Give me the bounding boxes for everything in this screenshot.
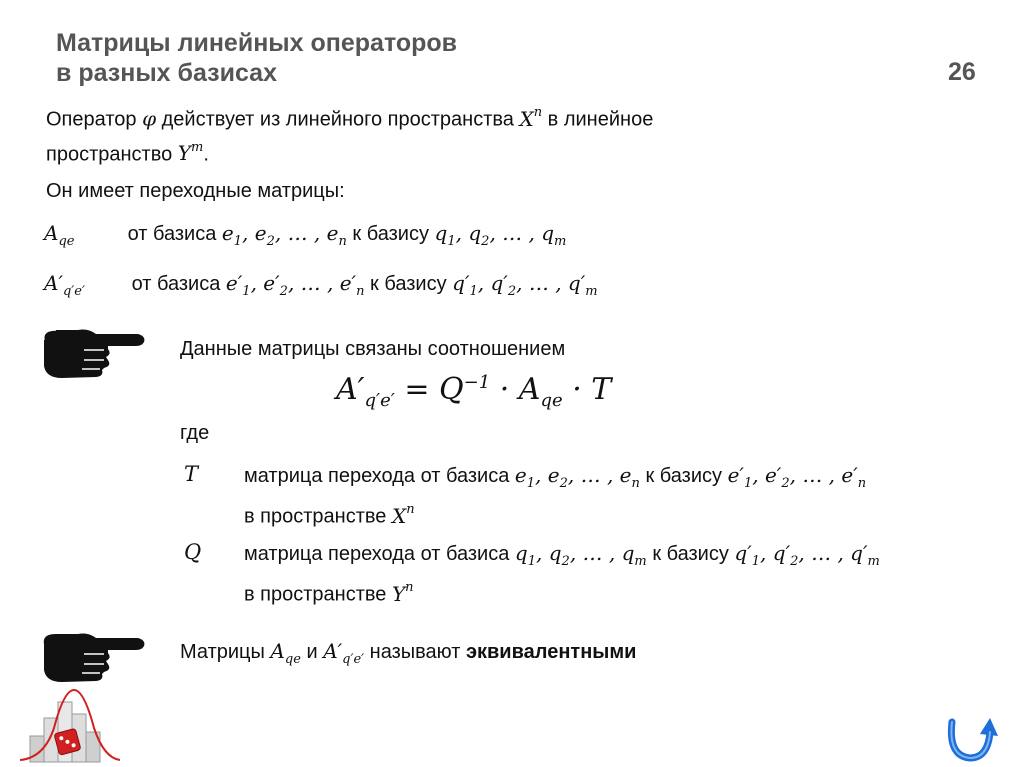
def-q-basis-q-prime: $q'_1$, $q'_2$, … , $q'_m$ (734, 541, 880, 569)
def-q-text-a: матрица перехода от базиса (244, 543, 510, 565)
matrix-a-qe: $A_{qe}$ (44, 221, 75, 249)
basis-e-prime: $e'_1$, $e'_2$, … , $e'_n$ (225, 271, 365, 299)
def-q-line2: в пространстве (244, 583, 387, 606)
return-arrow-icon[interactable] (942, 714, 1000, 764)
slide-title-line1: Матрицы линейных операторов (56, 29, 458, 57)
space-y-m: $Y^m$ (177, 139, 204, 166)
conclusion-and: и (306, 641, 318, 663)
relation-text: Данные матрицы связаны соотношением (180, 338, 566, 360)
definition-q (244, 540, 964, 608)
def-t-basis-e-prime: $e'_1$, $e'_2$, … , $e'_n$ (727, 463, 867, 491)
intro-text-1: Оператор (46, 108, 137, 131)
conclusion-a-prime: $A'_{q'e'}$ (323, 639, 365, 667)
probability-dice-logo-icon (14, 688, 124, 764)
def-t-text-b: к базису (645, 465, 722, 487)
symbol-t: T (184, 462, 199, 486)
intro-text-2: действует из линейного пространства (161, 108, 514, 131)
slide-title-line2: в разных базисах (56, 59, 277, 87)
transitions-heading: Он имеет переходные матрицы: (46, 180, 345, 202)
symbol-q: Q (184, 540, 202, 564)
row2-mid: к базису (370, 273, 447, 295)
basis-q: $q_1$, $q_2$, … , $q_m$ (434, 221, 567, 249)
phi-symbol: φ (142, 106, 157, 131)
intro-paragraph (46, 102, 806, 167)
basis-q-prime: $q'_1$, $q'_2$, … , $q'_m$ (452, 271, 598, 299)
intro-period: . (203, 143, 209, 166)
where-label: где (180, 422, 210, 444)
slide-title (56, 28, 457, 88)
pointing-hand-icon (38, 626, 148, 686)
def-q-basis-q: $q_1$, $q_2$, … , $q_m$ (514, 541, 647, 569)
conclusion-bold: эквивалентными (465, 641, 637, 663)
page-number: 26 (948, 58, 976, 86)
row2-text: от базиса (131, 273, 221, 295)
intro-text-4: пространство (46, 143, 173, 166)
conclusion-a-qe: $A_{qe}$ (270, 639, 301, 667)
conclusion-text-a: Матрицы (180, 641, 265, 663)
def-q-text-b: к базису (652, 543, 729, 565)
conclusion-text-b: называют (369, 641, 461, 663)
row1-mid: к базису (352, 223, 429, 245)
transition-row-1 (44, 220, 744, 255)
relation-formula: $A'_{q'e'} = Q^{-1} \cdot A_{qe} \cdot T$ (336, 372, 612, 411)
row1-text: от базиса (127, 223, 217, 245)
conclusion (180, 638, 636, 673)
def-t-space: $X^n$ (391, 502, 415, 528)
intro-text-3: в линейное (547, 108, 654, 131)
pointing-hand-icon (38, 322, 148, 382)
def-t-basis-e: $e_1$, $e_2$, … , $e_n$ (514, 463, 640, 491)
transition-row-2 (44, 270, 744, 305)
def-t-line2: в пространстве (244, 505, 387, 528)
def-t-text-a: матрица перехода от базиса (244, 465, 510, 487)
definition-t (244, 462, 964, 530)
matrix-a-prime: $A'_{q'e'}$ (44, 271, 85, 299)
space-x-n: $X^n$ (519, 105, 543, 131)
basis-e: $e_1$, $e_2$, … , $e_n$ (221, 221, 347, 249)
def-q-space: $Y^n$ (391, 580, 414, 606)
